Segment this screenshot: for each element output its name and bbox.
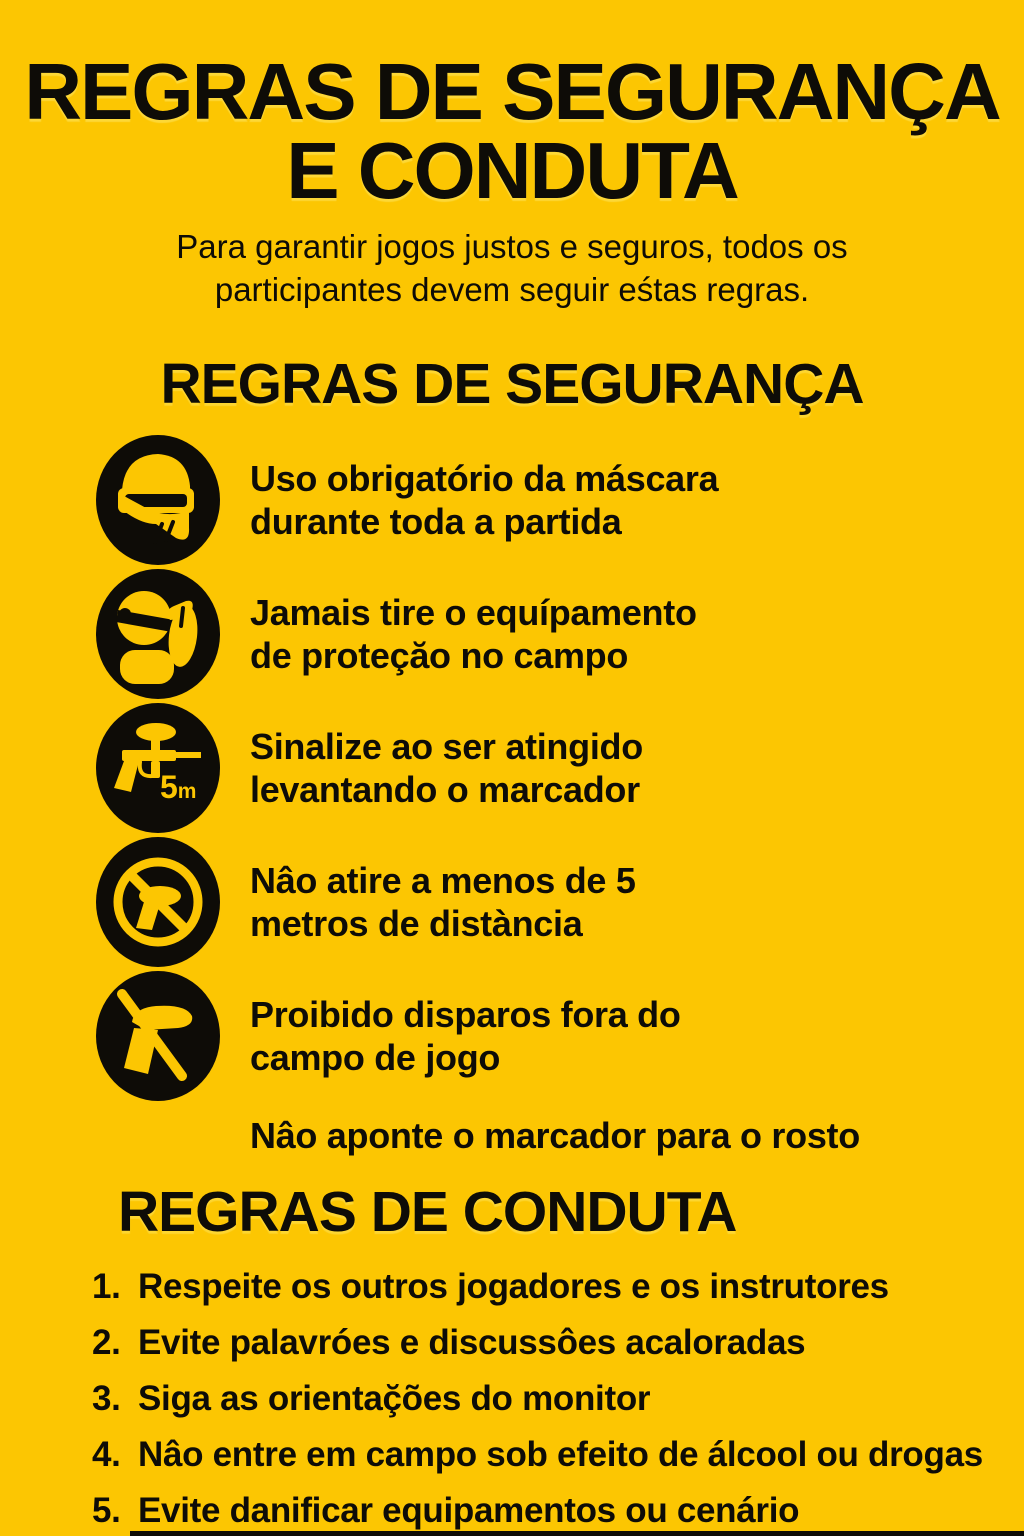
poster-subtitle-line1: Para garantir jogos justos e seguros, todos os [176,228,848,266]
safety-rule-text-line: campo de jogo [250,1036,501,1078]
bottom-edge-bar [130,1531,1024,1536]
safety-rule-text-line: Nâo atire a menos de 5 [250,859,636,901]
safety-section-heading: REGRAS DE SEGURANÇA [160,351,864,416]
safety-rule-text-line: durante toda a partida [250,500,622,542]
safety-rule-text-line: metros de distància [250,902,583,944]
safety-rule-text [250,591,697,677]
conduct-item-number: 2. [92,1322,121,1362]
conduct-item-text: Respeite os outros jogadores e os instrutores [138,1266,889,1306]
safety-rules-list [0,433,1024,1165]
poster-title [0,0,1024,216]
poster-title-line2: E CONDUTA [286,126,738,216]
conduct-list-item [92,1427,1024,1483]
safety-rule-text-line: de proteçăo no campo [250,634,629,676]
conduct-item-text: Siga as orientaç̆ões do monitor [138,1378,651,1418]
safety-rule-text-line: Sinalize ao ser atingido [250,725,643,767]
raise-marker-5m-icon [94,702,222,834]
poster-title-line1: REGRAS DE SEGURANÇA [24,47,1000,136]
safety-rule-row [0,969,1024,1103]
conduct-item-number: 5. [92,1490,121,1530]
safety-rule-row [0,567,1024,701]
safety-rule-row [0,701,1024,835]
poster-subtitle [0,226,1024,310]
safety-rule-text [250,457,718,543]
safety-rule-text-line: Uso obrigatório da máscara [250,457,719,499]
no-shooting-icon [94,970,222,1102]
conduct-rules-list [92,1259,1024,1536]
no-close-range-shooting-icon [94,836,222,968]
safety-rule-row [0,433,1024,567]
conduct-item-text: Nâo entre em campo sob efeito de álcool ou drogas [138,1434,983,1474]
poster-subtitle-line2: participantes devem seguir eśtas regras. [214,270,810,308]
conduct-item-number: 3. [92,1378,121,1418]
safety-rule-text-line: levantando o marcador [250,768,640,810]
conduct-item-text: Evite danificar equipamentos ou cenário [138,1490,800,1530]
conduct-item-number: 4. [92,1434,121,1474]
icon-placeholder [94,1131,222,1141]
safety-rule-text [250,1114,860,1157]
paintball-mask-icon [94,434,222,566]
remove-goggles-icon [94,568,222,700]
conduct-item-number: 1. [92,1266,121,1306]
safety-rule-text-line: Jamais tire o equípamento [250,591,697,633]
marker-distance-unit: m [177,779,197,803]
conduct-list-item [92,1371,1024,1427]
conduct-section-heading: REGRAS DE CONDUTA [118,1179,737,1244]
safety-rule-text [250,725,643,811]
marker-distance-number: 5 [160,768,178,805]
safety-rule-row [0,835,1024,969]
conduct-item-text: Evite palavróes e discussôes acaloradas [138,1322,806,1362]
conduct-list-item [92,1483,1024,1536]
safety-rule-text-line: Nâo aponte o marcador para o rosto [250,1115,860,1157]
conduct-list-item [92,1259,1024,1315]
safety-rule-text-line: Proibido disparos fora do [250,993,681,1035]
conduct-list-item [92,1315,1024,1371]
safety-rule-text [250,859,636,945]
safety-rule-row [0,1107,1024,1165]
safety-rule-text [250,993,681,1079]
